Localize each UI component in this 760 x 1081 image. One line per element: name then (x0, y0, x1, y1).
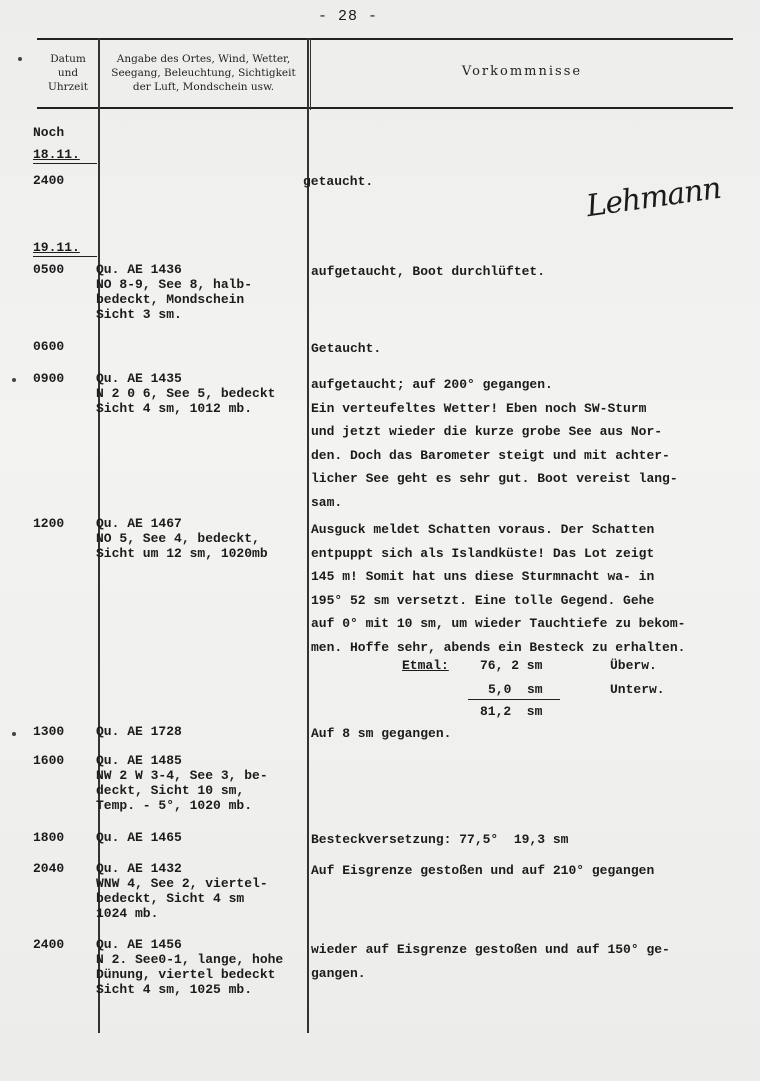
etmal-row1-value: 76, 2 sm (480, 658, 543, 673)
entry-place: Qu. AE 1435 N 2 0 6, See 5, bedeckt Sicht 4 sm, 1012 mb. (96, 371, 276, 416)
etmal-sum-rule (468, 699, 560, 700)
etmal-row2-note: Unterw. (610, 682, 665, 697)
entry-place: Qu. AE 1467 NO 5, See 4, bedeckt, Sicht um 12 sm, 1020mb (96, 516, 268, 561)
etmal-row2-value: 5,0 sm (488, 682, 543, 697)
header-bottom-rule (37, 107, 733, 109)
entry-events: Besteckversetzung: 77,5° 19,3 sm (311, 832, 569, 847)
header-events-column: Vorkommnisse (461, 64, 583, 79)
entry-place: Qu. AE 1436 NO 8-9, See 8, halb- bedeckt, Mondschein Sicht 3 sm. (96, 262, 253, 322)
etmal-total: 81,2 sm (480, 704, 543, 719)
entry-events: Ausguck meldet Schatten voraus. Der Schatten entpuppt sich als Islandküste! Das Lot zeigt 145 m! Somit hat uns diese Sturmnacht wa- in 195° 52 sm versetzt. Eine tolle Gegend. Gehe auf 0° mit 10 sm, um wieder Tauchtiefe zu bekom- men. Hoffe sehr, abends ein Besteck zu erhalten. (311, 522, 686, 655)
entry-time: 1600 (33, 753, 65, 768)
entry-events: aufgetaucht; auf 200° gegangen. Ein verteufeltes Wetter! Eben noch SW-Sturm und jetzt wieder die kurze grobe See aus Nor- den. Doch das Barometer steigt und mit achter- licher See geht es sehr gut. Boot vereist lang- sam. (311, 377, 678, 510)
header-top-rule (37, 38, 733, 40)
entry-events: Auf Eisgrenze gestoßen und auf 210° gegangen (311, 863, 655, 878)
entry-time: 2040 (33, 861, 65, 876)
entry-place: Qu. AE 1465 (96, 830, 182, 845)
entry-place: Qu. AE 1456 N 2. See0-1, lange, hohe Dünung, viertel bedeckt Sicht 4 sm, 1025 mb. (96, 937, 284, 997)
column-divider-3 (310, 38, 311, 110)
entry-time: 0600 (33, 339, 65, 354)
entry-place: Qu. AE 1485 NW 2 W 3-4, See 3, be- deckt, Sicht 10 sm, Temp. - 5°, 1020 mb. (96, 753, 268, 813)
header-date-line-2: und (57, 67, 79, 79)
date-19-11: 19.11. (33, 240, 80, 255)
signature: Lehmann (584, 170, 723, 225)
entry-time: 0500 (33, 262, 65, 277)
page-number: - 28 - (318, 8, 379, 25)
etmal-label: Etmal: (402, 658, 449, 673)
header-place-line-2: Seegang, Beleuchtung, Sichtigkeit (111, 67, 296, 79)
entry-events: aufgetaucht, Boot durchlüftet. (311, 264, 546, 279)
entry-time: 0900 (33, 371, 65, 386)
entry-events: wieder auf Eisgrenze gestoßen und auf 150° ge- gangen. (311, 942, 670, 981)
header-date-column (40, 52, 96, 94)
entry-time: 2400 (33, 937, 65, 952)
header-place-line-3: der Luft, Mondschein usw. (132, 81, 275, 93)
header-date-line-1: Datum (50, 53, 86, 65)
margin-dot (12, 378, 16, 382)
date-18-11: 18.11. (33, 147, 80, 162)
entry-time: 1800 (33, 830, 65, 845)
date-noch: Noch (33, 125, 65, 140)
margin-dot (18, 57, 22, 61)
entry-time: 2400 (33, 173, 65, 188)
header-place-column (101, 52, 306, 94)
entry-events: Getaucht. (311, 341, 382, 356)
entry-place: Qu. AE 1728 (96, 724, 182, 739)
header-place-line-1: Angabe des Ortes, Wind, Wetter, (116, 53, 291, 65)
entry-time: 1200 (33, 516, 65, 531)
header-date-line-3: Uhrzeit (48, 81, 88, 93)
entry-time: 1300 (33, 724, 65, 739)
entry-events: getaucht. (303, 174, 374, 189)
date-underline (33, 256, 97, 257)
margin-dot (12, 732, 16, 736)
etmal-row1-note: Überw. (610, 658, 657, 673)
entry-events: Auf 8 sm gegangen. (311, 726, 452, 741)
date-underline (33, 163, 97, 164)
entry-place: Qu. AE 1432 WNW 4, See 2, viertel- bedeckt, Sicht 4 sm 1024 mb. (96, 861, 268, 921)
